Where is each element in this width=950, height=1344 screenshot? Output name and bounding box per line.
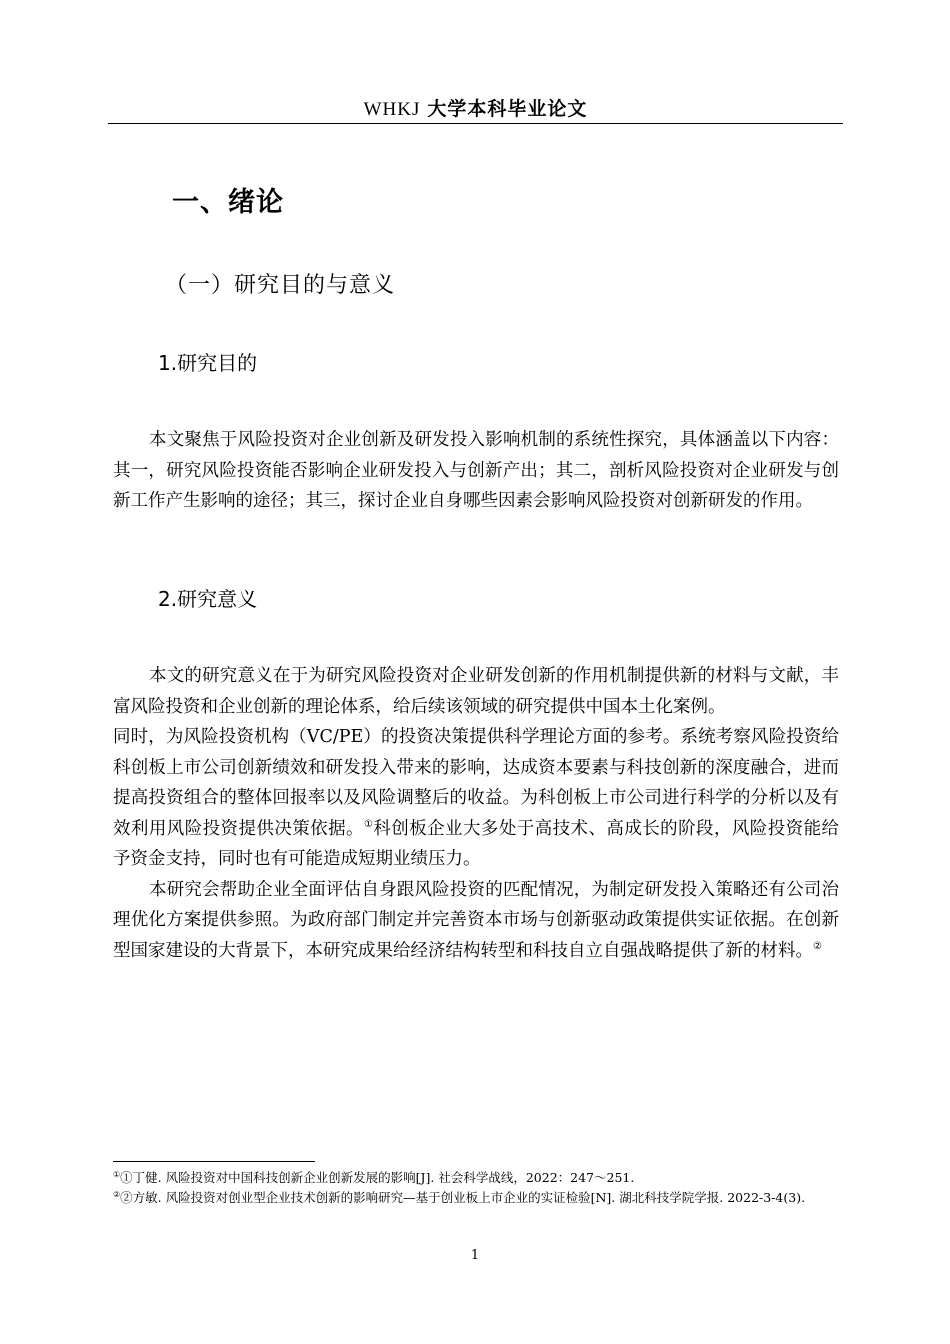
header-prefix: WHKJ (363, 99, 421, 120)
significance-body (113, 661, 839, 966)
paragraph-text: 本研究会帮助企业全面评估自身跟风险投资的匹配情况，为制定研发投入策略还有公司治理优化方案提供参照。为政府部门制定并完善资本市场与创新驱动政策提供实证依据。在创新型国家建设的大背景下，本研究成果给经济结构转型和科技自立自强战略提供了新的材料。 (113, 879, 839, 961)
footnote-reference[interactable]: ② (813, 940, 822, 952)
paragraph-text: 同时，为风险投资机构（VC/PE）的投资决策提供科学理论方面的参考。系统考察风险投资给科创板上市公司创新绩效和研发投入带来的影响，达成资本要素与科技创新的深度融合，进而提高投资组合的整体回报率以及风险调整后的收益。为科创板上市公司进行科学的分析以及有效利用风险投资提供决策依据。 (113, 727, 839, 839)
subsection-heading-purpose: 1.研究目的 (158, 351, 258, 375)
paragraph: 本文的研究意义在于为研究风险投资对企业研发创新的作用机制提供新的材料与文献，丰富风险投资和企业创新的理论体系，给后续该领域的研究提供中国本土化案例。 (113, 666, 839, 717)
footnote-mark: ② (113, 1189, 121, 1199)
paragraph: 本文聚焦于风险投资对企业创新及研发投入影响机制的系统性探究，具体涵盖以下内容：其一，研究风险投资能否影响企业研发投入与创新产出；其二，剖析风险投资对企业研发与创新工作产生影响的途径；其三，探讨企业自身哪些因素会影响风险投资对创新研发的作用。 (113, 430, 839, 511)
footnote (113, 1188, 839, 1208)
paragraph-text: 科创板企业大多处于高技术、高成长的阶段，风险投资能给予资金支持，同时也有可能造成短期业绩压力。 (113, 818, 840, 869)
footnote-rule (113, 1161, 315, 1162)
purpose-body (113, 425, 839, 517)
footnote-reference[interactable]: ① (363, 818, 374, 830)
footnote-text: ②方敏. 风险投资对创业型企业技术创新的影响研究—基于创业板上市企业的实证检验[N]. 湖北科技学院学报. 2022-3-4(3). (120, 1189, 806, 1205)
header-rule (108, 123, 843, 124)
subsection-heading-significance: 2.研究意义 (158, 587, 258, 611)
footnote-text: ①丁健. 风险投资对中国科技创新企业创新发展的影响[J]. 社会科学战线，2022：247～251. (120, 1170, 635, 1185)
page-number: 1 (470, 1248, 480, 1263)
running-header (108, 96, 843, 123)
paragraph (113, 722, 839, 875)
footnote (113, 1168, 839, 1188)
footnote-mark: ① (113, 1170, 121, 1179)
header-title: 大学本科毕业论文 (427, 98, 588, 120)
section-heading: （一）研究目的与意义 (165, 273, 396, 298)
chapter-heading: 一、绪论 (172, 187, 284, 218)
footnotes (113, 1168, 839, 1207)
paragraph (113, 875, 839, 967)
